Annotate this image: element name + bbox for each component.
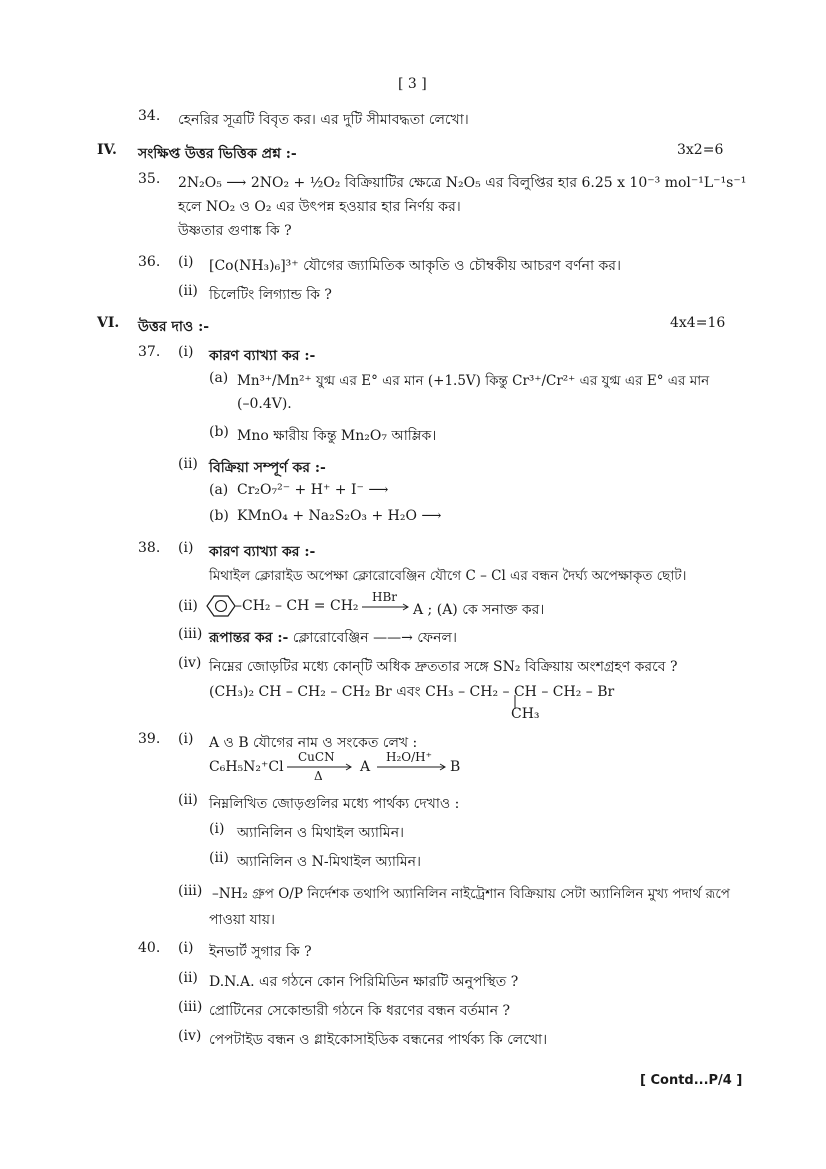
question-text: নিম্নলিখিত জোড়গুলির মধ্যে পার্থক্য দেখাও : — [209, 796, 460, 812]
arrow-reagent: CuCN — [298, 750, 335, 764]
arrow-reagent: HBr — [372, 590, 398, 604]
question-text: Mno ক্ষারীয় কিন্তু Mn₂O₇ আম্লিক। — [237, 428, 437, 444]
sub-label: (a) — [209, 370, 229, 386]
section-marks: 3x2=6 — [677, 142, 724, 158]
question-text: হলে NO₂ ও O₂ এর উৎপন্ন হওয়ার হার নির্ণয় কর। — [178, 199, 461, 215]
section-title: সংক্ষিপ্ত উত্তর ভিত্তিক প্রশ্ন :- — [138, 146, 297, 162]
sub-label: (iv) — [178, 1028, 202, 1044]
question-number: 38. — [138, 540, 161, 556]
question-text: প্রোটিনের সেকোন্ডারী গঠনে কি ধরণের বন্ধন বর্তমান ? — [209, 1003, 511, 1019]
sub-title: কারণ ব্যাখ্যা কর :- — [209, 348, 316, 364]
section-title: উত্তর দাও :- — [138, 319, 210, 335]
question-text: পেপটাইড বন্ধন ও গ্লাইকোসাইডিক বন্ধনের পার্থক্য কি লেখো। — [209, 1032, 548, 1048]
sub-label: (iii) — [178, 626, 203, 642]
question-number: 37. — [138, 344, 161, 360]
sub-label: (ii) — [178, 792, 198, 808]
sub-label: (iii) — [178, 999, 203, 1015]
question-text: (–0.4V). — [237, 396, 292, 412]
question-text: ক্লোরোবেঞ্জিন ——→ ফেনল। — [288, 630, 457, 646]
question-text: অ্যানিলিন ও N-মিথাইল অ্যামিন। — [237, 854, 422, 870]
question-text: হেনরির সূত্রটি বিবৃত কর। এর দুটি সীমাবদ্ধতা লেখো। — [178, 112, 469, 128]
question-text: উষ্ণতার গুণাঙ্ক কি ? — [178, 223, 292, 239]
question-text: অ্যানিলিন ও মিথাইল অ্যামিন। — [237, 825, 405, 841]
question-text: –NH₂ গ্রুপ O/P নির্দেশক তথাপি অ্যানিলিন নাইট্রেশান বিক্রিয়ায় সেটা অ্যানিলিন মুখ্য পদার্থ রূপে — [212, 886, 730, 902]
question-text: চিলেটিং লিগ্যান্ড কি ? — [209, 287, 332, 303]
question-text: A ও B যৌগের নাম ও সংকেত লেখ : — [209, 735, 418, 751]
arrow-reagent: H₂O/H⁺ — [386, 750, 432, 764]
question-number: 39. — [138, 731, 161, 747]
chemical-formula: –CH₂ – CH = CH₂ — [235, 598, 359, 614]
sub-label: (b) — [209, 424, 229, 440]
question-number: 36. — [138, 254, 161, 270]
question-text: পাওয়া যায়। — [209, 912, 276, 928]
sub-label: (iv) — [178, 655, 202, 671]
sub-label: (ii) — [178, 283, 198, 299]
question-number: 34. — [138, 108, 161, 124]
question-text: ইনভার্ট সুগার কি ? — [209, 944, 312, 960]
sub-label: (b) — [209, 508, 229, 524]
sub-label: (i) — [178, 940, 194, 956]
sub-label: (i) — [178, 731, 194, 747]
question-text: নিম্নের জোড়টির মধ্যে কোন্‌টি অধিক দ্রুততার সঙ্গে SN₂ বিক্রিয়ায় অংশগ্রহণ করবে ? — [209, 659, 678, 675]
question-text: মিথাইল ক্লোরাইড অপেক্ষা ক্লোরোবেঞ্জিন যৌগে C – Cl এর বন্ধন দৈর্ঘ্য অপেক্ষাকৃত ছোট। — [209, 568, 687, 584]
question-number: 35. — [138, 171, 161, 187]
continued-note: [ Contd...P/4 ] — [640, 1073, 743, 1088]
section-number: IV. — [97, 142, 117, 158]
sub-label: (i) — [209, 821, 225, 837]
sub-label: (i) — [178, 540, 194, 556]
complex-formula: [Co(NH₃)₆]³⁺ — [209, 258, 299, 274]
sub-label: (ii) — [178, 456, 198, 472]
sub-label: (ii) — [209, 850, 229, 866]
branch-group: CH₃ — [511, 706, 540, 722]
sub-label: (iii) — [178, 883, 203, 899]
sub-label: (ii) — [178, 970, 198, 986]
benzene-ring-icon — [206, 594, 236, 618]
page-number: [ 3 ] — [398, 76, 427, 92]
arrow-condition: Δ — [314, 769, 323, 783]
sub-title: বিক্রিয়া সম্পূর্ণ কর :- — [209, 460, 326, 476]
question-text: বিক্রিয়াটির ক্ষেত্রে N₂O₅ এর বিলুপ্তির হার 6.25 x 10⁻³ mol⁻¹L⁻¹s⁻¹ — [340, 175, 747, 191]
sub-label: (i) — [178, 344, 194, 360]
sub-label: (a) — [209, 482, 229, 498]
section-marks: 4x4=16 — [670, 315, 726, 331]
reaction-equation: 2N₂O₅ ⟶ 2NO₂ + ½O₂ — [178, 175, 341, 191]
question-text: A ; (A) কে সনাক্ত কর। — [413, 602, 545, 618]
question-number: 40. — [138, 940, 161, 956]
question-text: Mn³⁺/Mn²⁺ যুগ্ম এর E° এর মান (+1.5V) কিন্তু Cr³⁺/Cr²⁺ এর যুগ্ম এর E° এর মান — [237, 373, 710, 389]
question-line — [209, 254, 621, 278]
reaction-arrow-icon — [377, 762, 449, 772]
reaction-equation: Cr₂O₇²⁻ + H⁺ + I⁻ ⟶ — [237, 482, 389, 498]
question-text: D.N.A. এর গঠনে কোন পিরিমিডিন ক্ষারটি অনুপস্থিত ? — [209, 974, 519, 990]
sub-title: কারণ ব্যাখ্যা কর :- — [209, 544, 316, 560]
intermediate: A — [360, 759, 371, 775]
sub-title: রূপান্তর কর :- — [209, 630, 289, 646]
reaction-equation: KMnO₄ + Na₂S₂O₃ + H₂O ⟶ — [237, 508, 442, 524]
section-number: VI. — [97, 315, 120, 331]
chemical-formula: (CH₃)₂ CH – CH₂ – CH₂ Br এবং CH₃ – CH₂ – CH – CH₂ – Br — [209, 684, 615, 700]
question-line — [209, 626, 457, 650]
reaction-arrow-icon — [362, 602, 412, 612]
product: B — [450, 759, 461, 775]
reactant: C₆H₅N₂⁺Cl — [209, 759, 284, 775]
sub-label: (ii) — [178, 598, 198, 614]
sub-label: (i) — [178, 254, 194, 270]
question-text: যৌগের জ্যামিতিক আকৃতি ও চৌম্বকীয় আচরণ বর্ণনা কর। — [298, 258, 621, 274]
question-line — [178, 171, 746, 195]
